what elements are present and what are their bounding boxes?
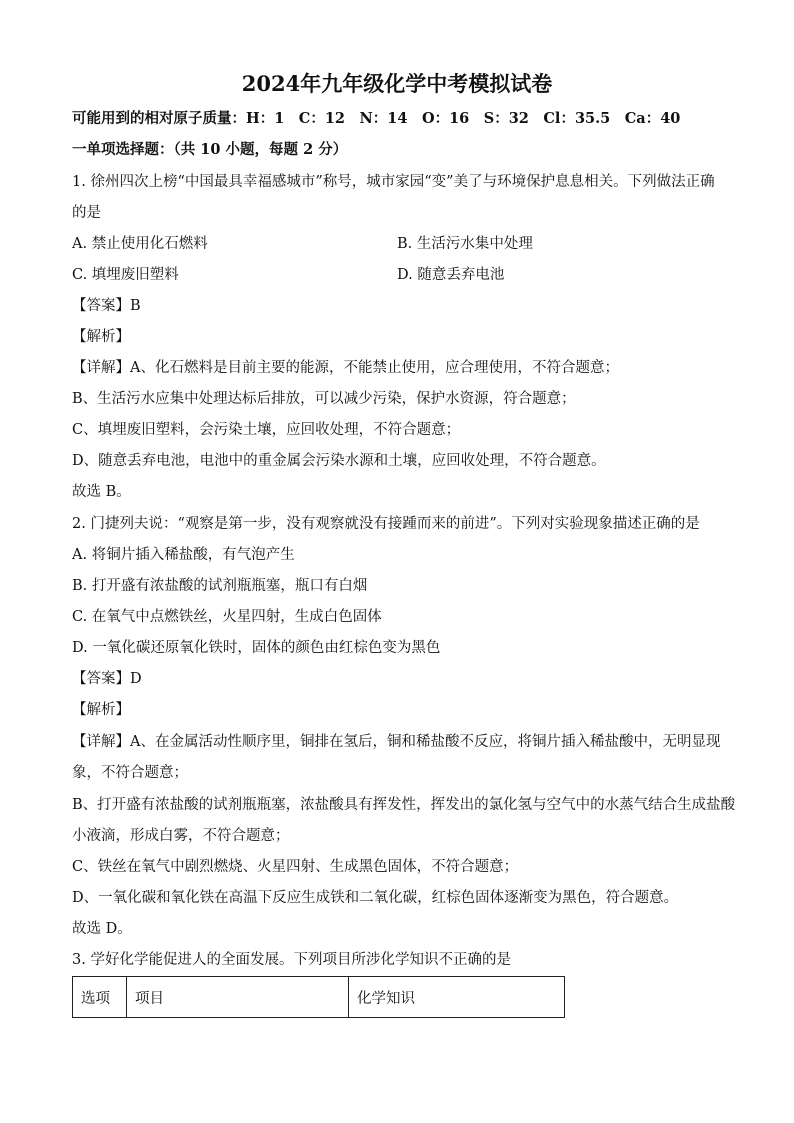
q2-detail-line: B、打开盛有浓盐酸的试剂瓶瓶塞，浓盐酸具有挥发性，挥发出的氯化氢与空气中的水蒸气结合生成盐酸: [72, 797, 736, 813]
table-header-row: [73, 977, 565, 1018]
q2-detail-line: C、铁丝在氧气中剧烈燃烧、火星四射、生成黑色固体，不符合题意；: [72, 859, 519, 875]
q1-analysis-label: 【解析】: [72, 329, 130, 345]
table-header-cell: 项目: [127, 977, 349, 1018]
page-title: 2024年九年级化学中考模拟试卷: [241, 71, 553, 96]
q2-answer: 【答案】D: [72, 671, 142, 687]
q2-detail-line: 象，不符合题意；: [72, 765, 188, 781]
q1-stem-line1: 1. 徐州四次上榜“中国最具幸福感城市”称号，城市家园“变”美了与环境保护息息相关。下列做法正确: [72, 174, 715, 190]
q2-conclusion: 故选 D。: [72, 921, 132, 937]
q2-detail-line: 小液滴，形成白雾，不符合题意；: [72, 828, 290, 844]
atomic-masses: 可能用到的相对原子质量：H：1 C：12 N：14 O：16 S：32 Cl：35.5 Ca：40: [72, 110, 681, 127]
q3-stem: 3. 学好化学能促进人的全面发展。下列项目所涉化学知识不正确的是: [72, 952, 511, 968]
q2-option-d: D. 一氧化碳还原氧化铁时，固体的颜色由红棕色变为黑色: [72, 640, 441, 656]
q2-detail-line: D、一氧化碳和氧化铁在高温下反应生成铁和二氧化碳，红棕色固体逐渐变为黑色，符合题意。: [72, 890, 679, 906]
table-header-cell: 化学知识: [349, 977, 565, 1018]
q1-detail-line: D、随意丢弃电池，电池中的重金属会污染水源和土壤，应回收处理，不符合题意。: [72, 453, 606, 469]
q1-detail-line: B、生活污水应集中处理达标后排放，可以减少污染，保护水资源，符合题意；: [72, 391, 576, 407]
q1-detail-line: 【详解】A、化石燃料是目前主要的能源，不能禁止使用，应合理使用，不符合题意；: [72, 360, 619, 376]
q1-option-d: D. 随意丢弃电池: [397, 267, 505, 283]
q2-option-c: C. 在氧气中点燃铁丝，火星四射，生成白色固体: [72, 609, 382, 625]
q1-option-a: A. 禁止使用化石燃料: [72, 236, 208, 252]
q1-detail-line: C、填埋废旧塑料，会污染土壤，应回收处理，不符合题意；: [72, 422, 461, 438]
q2-option-a: A. 将铜片插入稀盐酸，有气泡产生: [72, 547, 295, 563]
q3-table: [72, 976, 565, 1018]
q1-option-b: B. 生活污水集中处理: [397, 236, 533, 252]
q2-detail-line: 【详解】A、在金属活动性顺序里，铜排在氢后，铜和稀盐酸不反应，将铜片插入稀盐酸中，无明显现: [72, 734, 721, 750]
q1-option-c: C. 填埋废旧塑料: [72, 267, 179, 283]
table-header-cell: 选项: [73, 977, 127, 1018]
q2-stem: 2. 门捷列夫说：“观察是第一步，没有观察就没有接踵而来的前进”。下列对实验现象描述正确的是: [72, 516, 700, 532]
q1-answer: 【答案】B: [72, 298, 141, 314]
q2-option-b: B. 打开盛有浓盐酸的试剂瓶瓶塞，瓶口有白烟: [72, 578, 368, 594]
q1-stem-line2: 的是: [72, 205, 101, 221]
q2-analysis-label: 【解析】: [72, 702, 130, 718]
section-heading: 一单项选择题：（共 10 小题，每题 2 分）: [72, 141, 348, 158]
q1-conclusion: 故选 B。: [72, 484, 131, 500]
